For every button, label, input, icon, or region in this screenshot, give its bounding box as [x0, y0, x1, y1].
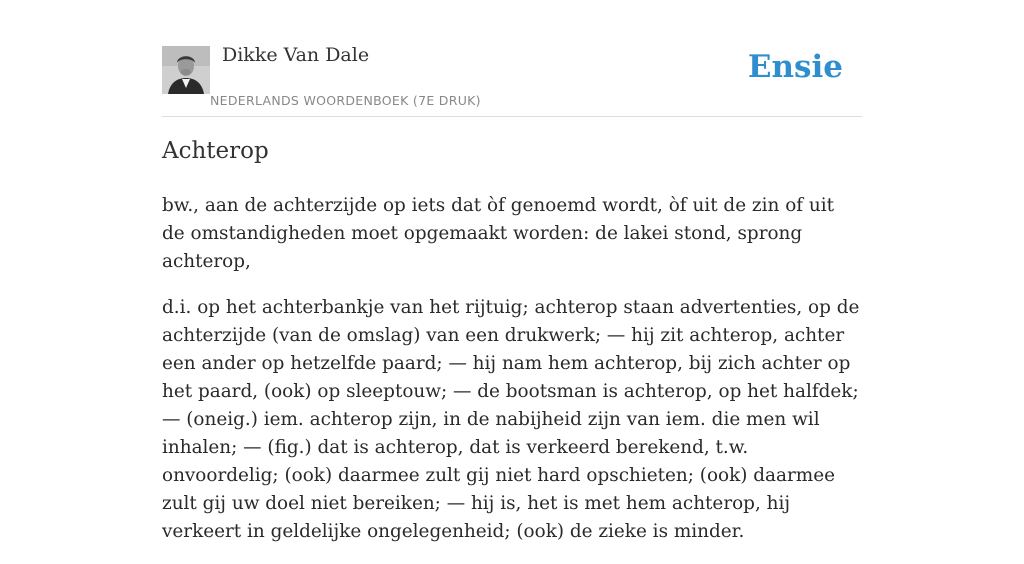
- avatar[interactable]: [162, 46, 210, 94]
- entry-content: [162, 192, 862, 564]
- entry-title: Achterop: [162, 138, 269, 164]
- dictionary-name[interactable]: NEDERLANDS WOORDENBOEK (7E DRUK): [210, 93, 481, 108]
- header: [162, 0, 862, 117]
- entry-paragraph: d.i. op het achterbankje van het rijtuig; achterop staan advertenties, op de achterzijde (van de omslag) van een drukwerk; — hij zit achterop, achter een ander op hetzelfde paard; — hij nam hem achterop, bij zich achter op het paard, (ook) op sleeptouw; — de bootsman is achterop, op het halfdek; — (oneig.) iem. achterop zijn, in de nabijheid zijn van iem. die men wil inhalen; — (fig.) dat is achterop, dat is verkeerd berekend, t.w. onvoordelig; (ook) daarmee zult gij niet hard opschieten; (ook) daarmee zult gij uw doel niet bereiken; — hij is, het is met hem achterop, hij verkeert in geldelijke ongelegenheid; (ook) de zieke is minder.: [162, 297, 860, 542]
- entry-paragraph: bw., aan de achterzijde op iets dat òf genoemd wordt, òf uit de zin of uit de omstandigheden moet opgemaakt worden: de lakei stond, sprong achterop,: [162, 195, 835, 272]
- portrait-image: [162, 46, 210, 94]
- author-name[interactable]: Dikke Van Dale: [222, 44, 370, 66]
- page-container: [162, 0, 862, 542]
- site-logo[interactable]: Ensie: [747, 49, 843, 85]
